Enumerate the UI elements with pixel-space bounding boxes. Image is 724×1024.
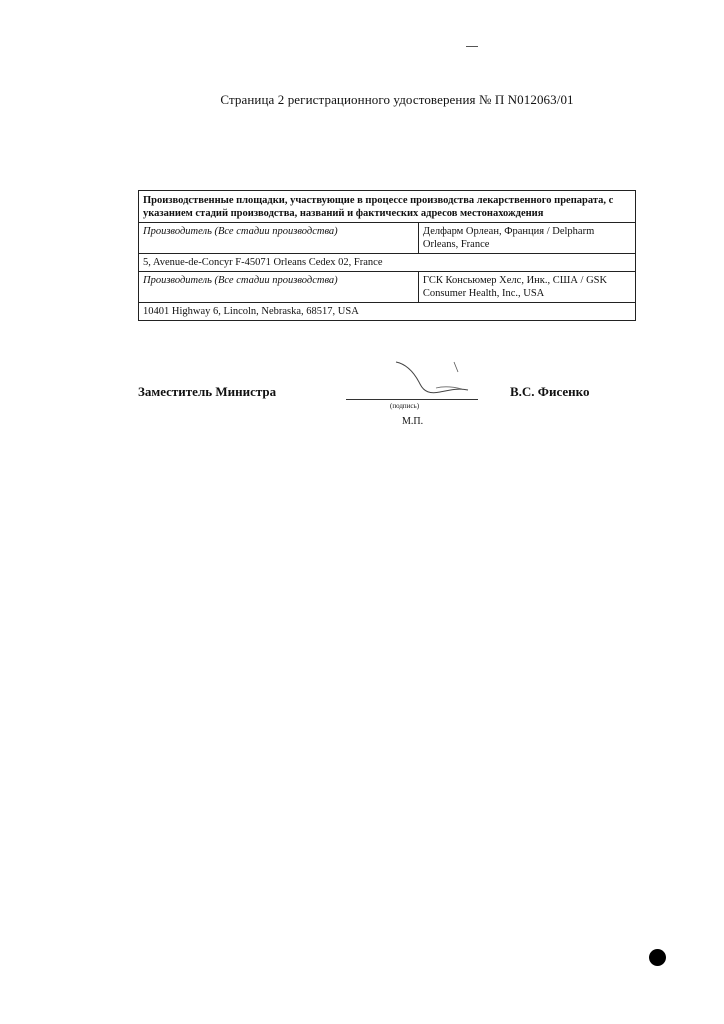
signer-title: Заместитель Министра: [138, 384, 277, 399]
signature-line: [346, 399, 478, 400]
manufacturer-address: 5, Avenue-de-Concyr F-45071 Orleans Cedex 02, France: [139, 254, 636, 272]
manufacturer-role: Производитель (Все стадии производства): [139, 223, 419, 254]
table-heading: Производственные площадки, участвующие в процессе производства лекарственного препарата, с указанием стадий производства, названий и фактических адресов местонахождения: [139, 191, 636, 223]
signer-name: В.С. Фисенко: [510, 384, 590, 399]
manufacturer-address: 10401 Highway 6, Lincoln, Nebraska, 68517, USA: [139, 303, 636, 321]
manufacturing-sites-table: [138, 190, 636, 321]
handwritten-signature: [378, 358, 488, 408]
manufacturer-name: ГСК Консьюмер Хелс, Инк., США / GSK Consumer Health, Inc., USA: [418, 272, 635, 303]
page-title: Страница 2 регистрационного удостоверения № П N012063/01: [220, 92, 574, 107]
table-row: [139, 223, 636, 254]
hole-punch-mark: [649, 949, 666, 966]
manufacturer-role: Производитель (Все стадии производства): [139, 272, 419, 303]
signature-caption: (подпись): [390, 402, 420, 410]
stamp-mark: М.П.: [402, 416, 424, 427]
manufacturer-name: Делфарм Орлеан, Франция / Delpharm Orleans, France: [418, 223, 635, 254]
table-row: [139, 254, 636, 272]
table-row: [139, 303, 636, 321]
table-header-row: [139, 191, 636, 223]
table-row: [139, 272, 636, 303]
signature-block: [138, 380, 638, 460]
scan-mark: [466, 46, 478, 47]
